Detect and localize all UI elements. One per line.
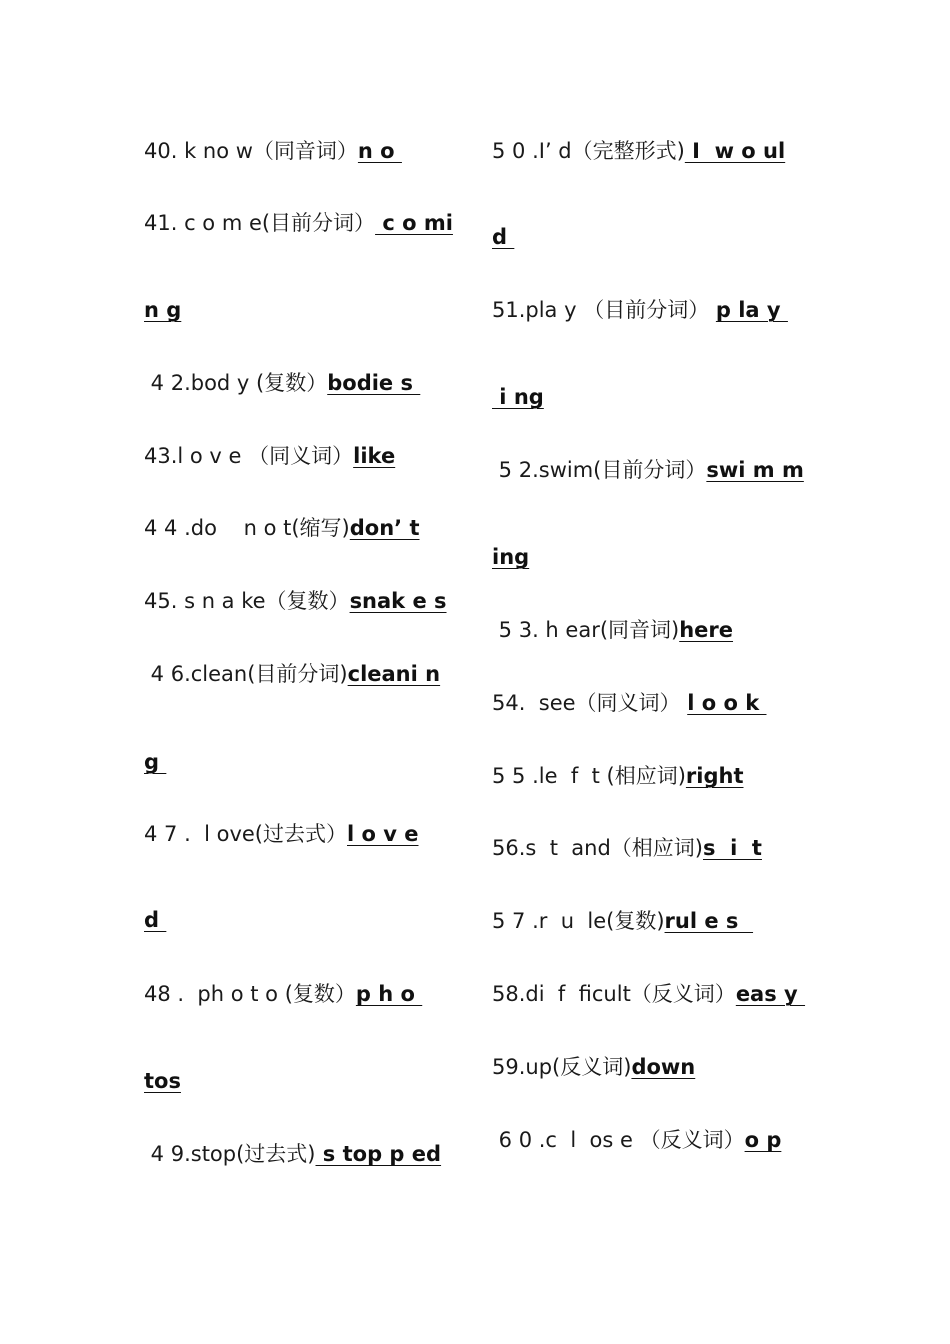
vocab-item-55 bbox=[492, 762, 743, 790]
item-answer: don’ t bbox=[349, 516, 420, 540]
item-prompt: 58.di f ficult（反义词） bbox=[492, 982, 736, 1006]
item-answer: tos bbox=[144, 1069, 181, 1093]
item-prompt: 56.s t and（相应词) bbox=[492, 836, 703, 860]
vocab-item-53 bbox=[492, 616, 733, 644]
vocab-item-52 bbox=[492, 456, 804, 484]
vocab-item-41 bbox=[144, 209, 453, 237]
item-answer: p h o bbox=[355, 982, 423, 1006]
item-prompt: 5 0 .I’ d（完整形式) bbox=[492, 139, 685, 163]
item-answer: n g bbox=[144, 298, 182, 322]
item-answer: cleani n bbox=[347, 662, 441, 686]
vocab-item-51 bbox=[492, 296, 788, 324]
vocab-item-42 bbox=[144, 369, 420, 397]
item-answer: s i t bbox=[702, 836, 762, 860]
vocab-item-41-continued bbox=[144, 296, 181, 324]
vocab-item-45 bbox=[144, 587, 447, 615]
item-prompt: 41. c o m e(目前分词） bbox=[144, 211, 376, 235]
vocab-item-52-continued bbox=[492, 543, 529, 571]
vocab-item-44 bbox=[144, 514, 420, 542]
vocab-item-51-continued bbox=[492, 383, 544, 411]
item-prompt: 4 2.bod y (复数） bbox=[144, 371, 328, 395]
vocab-item-47 bbox=[144, 820, 419, 848]
item-answer: rul e s bbox=[664, 909, 754, 933]
item-answer: o p bbox=[744, 1128, 782, 1152]
item-answer: l o o k bbox=[687, 691, 767, 715]
vocab-item-40 bbox=[144, 137, 402, 165]
item-answer: swi m m bbox=[706, 458, 804, 482]
vocab-item-57 bbox=[492, 907, 753, 935]
item-prompt: 48 . ph o t o (复数） bbox=[144, 982, 356, 1006]
vocab-item-60 bbox=[492, 1126, 781, 1154]
vocab-item-49 bbox=[144, 1140, 441, 1168]
item-answer: right bbox=[685, 764, 744, 788]
item-answer: eas y bbox=[735, 982, 806, 1006]
item-prompt: 5 2.swim(目前分词） bbox=[492, 458, 707, 482]
item-answer: l o v e bbox=[347, 822, 419, 846]
item-prompt: 5 7 .r u le(复数) bbox=[492, 909, 665, 933]
item-prompt: 4 7 . l ove(过去式） bbox=[144, 822, 347, 846]
item-answer: bodie s bbox=[327, 371, 421, 395]
vocab-item-56 bbox=[492, 834, 762, 862]
item-answer: s top p ed bbox=[315, 1142, 442, 1166]
vocab-item-59 bbox=[492, 1053, 695, 1081]
item-answer: g bbox=[144, 750, 167, 774]
vocab-item-50 bbox=[492, 137, 785, 165]
item-answer: d bbox=[492, 225, 515, 249]
vocab-item-58 bbox=[492, 980, 805, 1008]
item-prompt: 43.l o v e （同义词） bbox=[144, 444, 354, 468]
vocab-item-50-continued bbox=[492, 223, 514, 251]
item-prompt: 4 6.clean(目前分词) bbox=[144, 662, 348, 686]
item-prompt: 4 9.stop(过去式) bbox=[144, 1142, 316, 1166]
vocab-item-48-continued bbox=[144, 1067, 181, 1095]
vocab-item-47-continued bbox=[144, 906, 166, 934]
vocab-item-46 bbox=[144, 660, 440, 688]
vocab-item-48 bbox=[144, 980, 422, 1008]
item-answer: ing bbox=[492, 545, 530, 569]
item-prompt: 4 4 .do n o t(缩写) bbox=[144, 516, 350, 540]
item-answer: n o bbox=[357, 139, 402, 163]
item-answer: d bbox=[144, 908, 167, 932]
item-prompt: 5 3. h ear(同音词) bbox=[492, 618, 680, 642]
item-prompt: 40. k no w（同音词） bbox=[144, 139, 358, 163]
item-answer: down bbox=[631, 1055, 696, 1079]
item-answer: c o mi bbox=[375, 211, 453, 235]
vocab-item-46-continued bbox=[144, 748, 166, 776]
item-prompt: 45. s n a ke（复数） bbox=[144, 589, 350, 613]
item-answer: I w o ul bbox=[684, 139, 786, 163]
item-prompt: 51.pla y （目前分词） bbox=[492, 298, 716, 322]
item-answer: p la y bbox=[715, 298, 788, 322]
item-answer: here bbox=[679, 618, 734, 642]
item-prompt: 59.up(反义词) bbox=[492, 1055, 632, 1079]
vocab-item-54 bbox=[492, 689, 766, 717]
vocab-item-43 bbox=[144, 442, 395, 470]
item-prompt: 6 0 .c l os e （反义词） bbox=[492, 1128, 745, 1152]
item-answer: like bbox=[353, 444, 396, 468]
item-prompt: 5 5 .le f t (相应词) bbox=[492, 764, 686, 788]
item-prompt: 54. see（同义词） bbox=[492, 691, 688, 715]
item-answer: snak e s bbox=[349, 589, 447, 613]
item-answer: i ng bbox=[492, 385, 544, 409]
